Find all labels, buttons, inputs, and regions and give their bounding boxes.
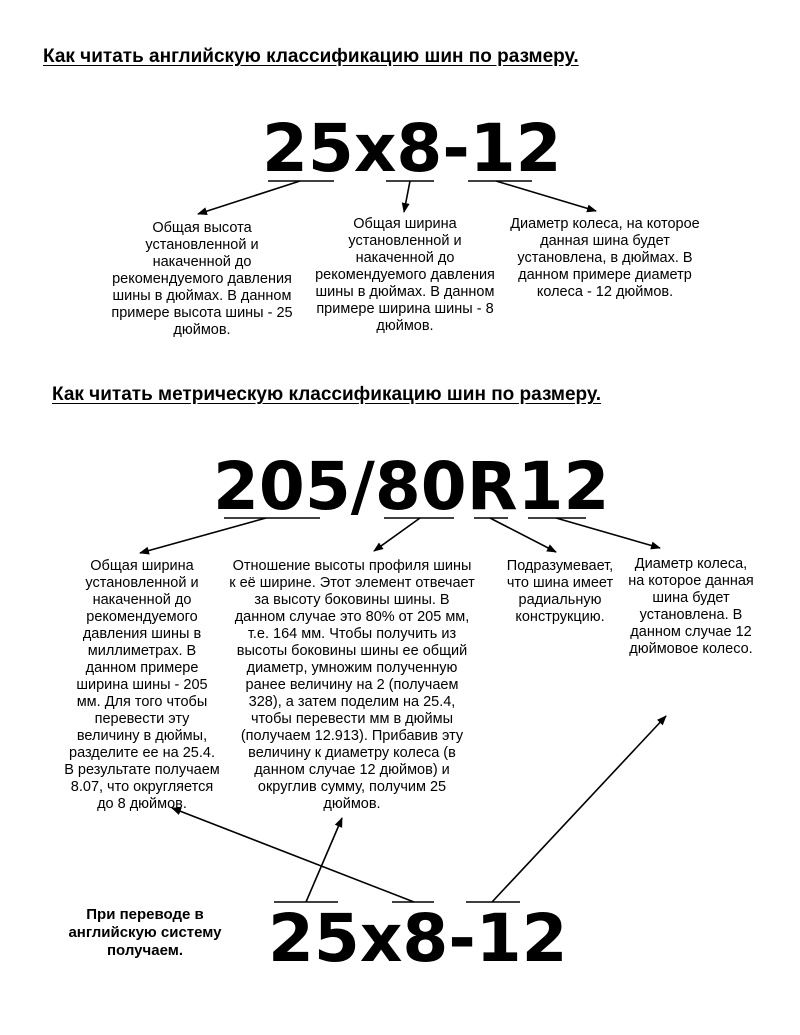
imperial-width-description: Общая ширина установленной и накаченной до рекомендуемого давления шины в дюймах. В данном примере ширина шины - 8 дюймов. xyxy=(315,216,495,334)
arrow-metric-radial xyxy=(490,518,556,552)
imperial-heading: Как читать английскую классификацию шин по размеру. xyxy=(43,46,579,67)
arrow-converted-height xyxy=(306,818,342,902)
imperial-size-code: 25x8-12 xyxy=(262,110,562,187)
metric-size-code: 205/80R12 xyxy=(213,448,610,525)
arrow-converted-width xyxy=(172,808,414,902)
arrow-height xyxy=(198,181,300,214)
arrow-converted-diameter xyxy=(492,716,666,902)
imperial-diameter-description: Диаметр колеса, на которое данная шина будет установлена, в дюймах. В данном примере диаметр колеса - 12 дюймов. xyxy=(510,216,700,300)
conversion-note: При переводе в английскую систему получаем. xyxy=(68,906,222,959)
metric-ratio-description: Отношение высоты профиля шины к её ширине. Этот элемент отвечает за высоту боковины шины. В данном случае это 80% от 205 мм, т.е. 164 мм. Чтобы получить из высоты боковины шины ее общий диаметр, умножим полученную ранее величину на 2 (получаем 328), а затем поделим на 25.4, чтобы перевести мм в дюймы (получаем 12.913). Прибавив эту величину к диаметру колеса (в данном случае 12 дюймов) и округлив сумму, получим 25 дюймов. xyxy=(229,558,475,812)
metric-heading: Как читать метрическую классификацию шин по размеру. xyxy=(52,384,602,405)
metric-width-description: Общая ширина установленной и накаченной до рекомендуемого давления шины в миллиметрах. В данном примере ширина шины - 205 мм. Для того чтобы перевести эту величину в дюймы, разделите ее на 25.4. В результате получаем 8.07, что округляется до 8 дюймов. xyxy=(64,558,220,812)
imperial-height-description: Общая высота установленной и накаченной до рекомендуемого давления шины в дюймах. В данном примере высота шины - 25 дюймов. xyxy=(111,220,293,338)
arrow-metric-ratio xyxy=(374,518,420,551)
metric-radial-description: Подразумевает, что шина имеет радиальную конструкцию. xyxy=(506,558,614,625)
converted-size-code: 25x8-12 xyxy=(268,900,568,977)
metric-diameter-description: Диаметр колеса, на которое данная шина будет установлена. В данном случае 12 дюймовое колесо. xyxy=(628,556,754,657)
arrow-metric-diameter xyxy=(556,518,660,548)
arrow-metric-width xyxy=(140,518,266,553)
arrow-width xyxy=(404,181,410,212)
arrow-diameter xyxy=(496,181,596,211)
